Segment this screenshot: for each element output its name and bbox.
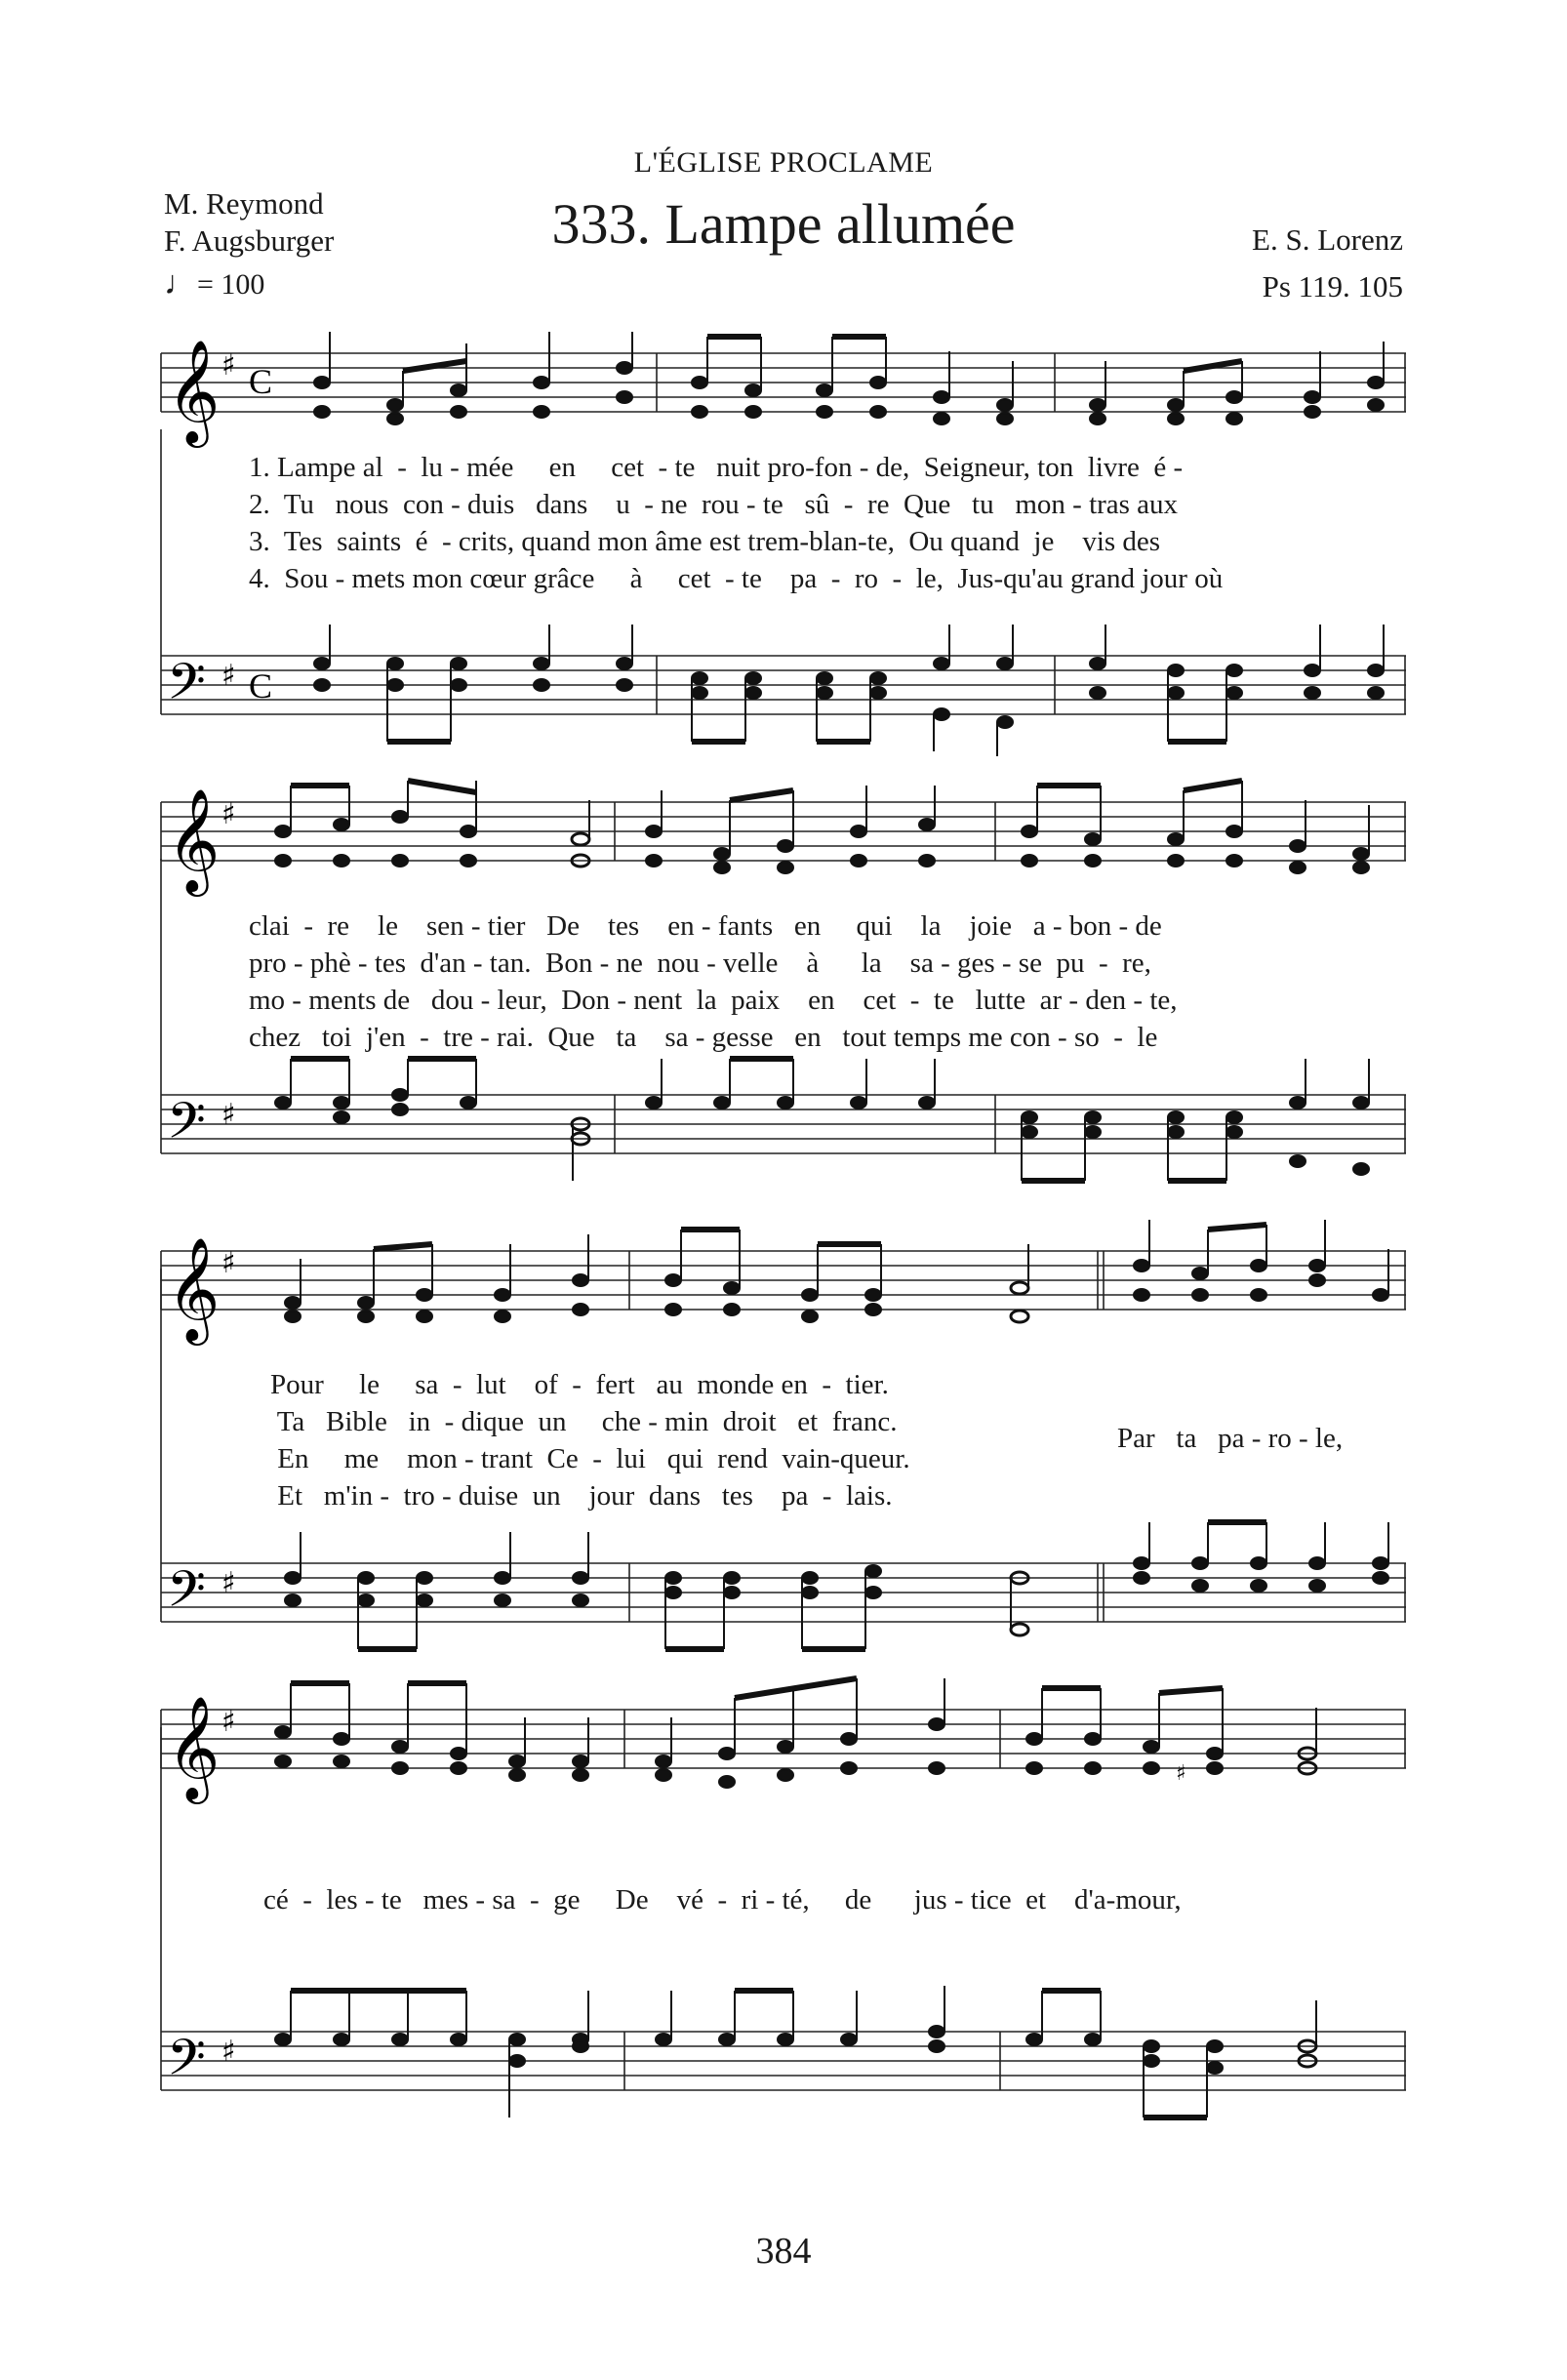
treble-staff-2 bbox=[161, 781, 1406, 898]
sharp-icon: ♯ bbox=[221, 1246, 236, 1280]
bass-clef-icon: 𝄢 bbox=[167, 1091, 206, 1162]
sharp-icon: ♯ bbox=[221, 1098, 236, 1132]
hymn-title: 333. Lampe allumée bbox=[551, 192, 1016, 256]
lyrics-line: cé - les - te mes - sa - ge De vé - ri - té, de jus - tice et d'a-mour, bbox=[263, 1884, 1182, 1916]
bass-staff-1 bbox=[161, 625, 1406, 771]
lyrics-line: Pour le sa - lut of - fert au monde en - tier. bbox=[270, 1369, 889, 1400]
refrain-lyrics: Par ta pa - ro - le, bbox=[1117, 1423, 1344, 1454]
lyrics-line: Ta Bible in - dique un che - min droit et franc. bbox=[270, 1406, 898, 1437]
treble-clef-icon: 𝄞 bbox=[167, 787, 221, 892]
treble-clef-icon: 𝄞 bbox=[167, 339, 221, 443]
lyrics-line: pro - phè - tes d'an - tan. Bon - ne nou - velle à la sa - ges - se pu - re, bbox=[249, 948, 1151, 979]
scripture-reference: Ps 119. 105 bbox=[1262, 269, 1403, 303]
composer-block bbox=[1252, 217, 1403, 310]
lyrics-line: clai - re le sen - tier De tes en - fants en qui la joie a - bon - de bbox=[249, 910, 1162, 942]
tempo-marking bbox=[164, 265, 264, 303]
page-number: 384 bbox=[755, 2231, 812, 2272]
svg-text:♯: ♯ bbox=[1176, 1761, 1186, 1786]
tempo-value: = 100 bbox=[197, 268, 265, 301]
lyrics-line: 1. Lampe al - lu - mée en cet - te nuit pro-fon - de, Seigneur, ton livre é - bbox=[249, 452, 1184, 483]
sharp-icon: ♯ bbox=[221, 797, 236, 831]
bass-staff-3 bbox=[161, 1522, 1406, 1669]
lyrics-line: chez toi j'en - tre - rai. Que ta sa - gesse en tout temps me con - so - le bbox=[249, 1022, 1158, 1053]
author-2: F. Augsburger bbox=[164, 223, 335, 258]
section-heading: L'ÉGLISE PROCLAME bbox=[633, 146, 934, 179]
sharp-icon: ♯ bbox=[221, 348, 236, 383]
treble-staff-3 bbox=[161, 1220, 1406, 1341]
common-time-icon: C bbox=[249, 666, 273, 706]
common-time-icon: C bbox=[249, 362, 273, 401]
lyrics-line: 2. Tu nous con - duis dans u - ne rou - te sû - re Que tu mon - tras aux bbox=[249, 489, 1179, 520]
treble-clef-icon: 𝄞 bbox=[167, 1236, 221, 1341]
lyrics-line: mo - ments de dou - leur, Don - nent la paix en cet - te lutte ar - den - te, bbox=[249, 985, 1178, 1016]
authors bbox=[164, 185, 334, 260]
lyrics-line: 4. Sou - mets mon cœur grâce à cet - te pa - ro - le, Jus-qu'au grand jour où bbox=[249, 563, 1224, 594]
bass-staff-4 bbox=[161, 1981, 1406, 2127]
author-1: M. Reymond bbox=[164, 186, 324, 221]
treble-clef-icon: 𝄞 bbox=[167, 1695, 221, 1799]
sharp-icon: ♯ bbox=[221, 1705, 236, 1739]
sharp-icon: ♯ bbox=[221, 1566, 236, 1600]
treble-staff-4 bbox=[161, 1678, 1406, 1799]
composer: E. S. Lorenz bbox=[1252, 222, 1403, 257]
bass-clef-icon: 𝄢 bbox=[167, 2028, 206, 2099]
lyrics-line: Et m'in - tro - duise un jour dans tes pa - lais. bbox=[270, 1480, 893, 1512]
treble-staff-1 bbox=[161, 332, 1406, 443]
bass-clef-icon: 𝄢 bbox=[167, 1559, 206, 1631]
bass-clef-icon: 𝄢 bbox=[167, 652, 206, 723]
sharp-icon: ♯ bbox=[221, 659, 236, 693]
lyrics-line: 3. Tes saints é - crits, quand mon âme est trem-blan-te, Ou quand je vis des bbox=[249, 526, 1161, 557]
sharp-icon: ♯ bbox=[221, 2035, 236, 2069]
bass-staff-2 bbox=[161, 1054, 1406, 1200]
lyrics-line: En me mon - trant Ce - lui qui rend vain-queur. bbox=[270, 1443, 910, 1474]
quarter-note-icon: ♩ bbox=[164, 265, 197, 302]
